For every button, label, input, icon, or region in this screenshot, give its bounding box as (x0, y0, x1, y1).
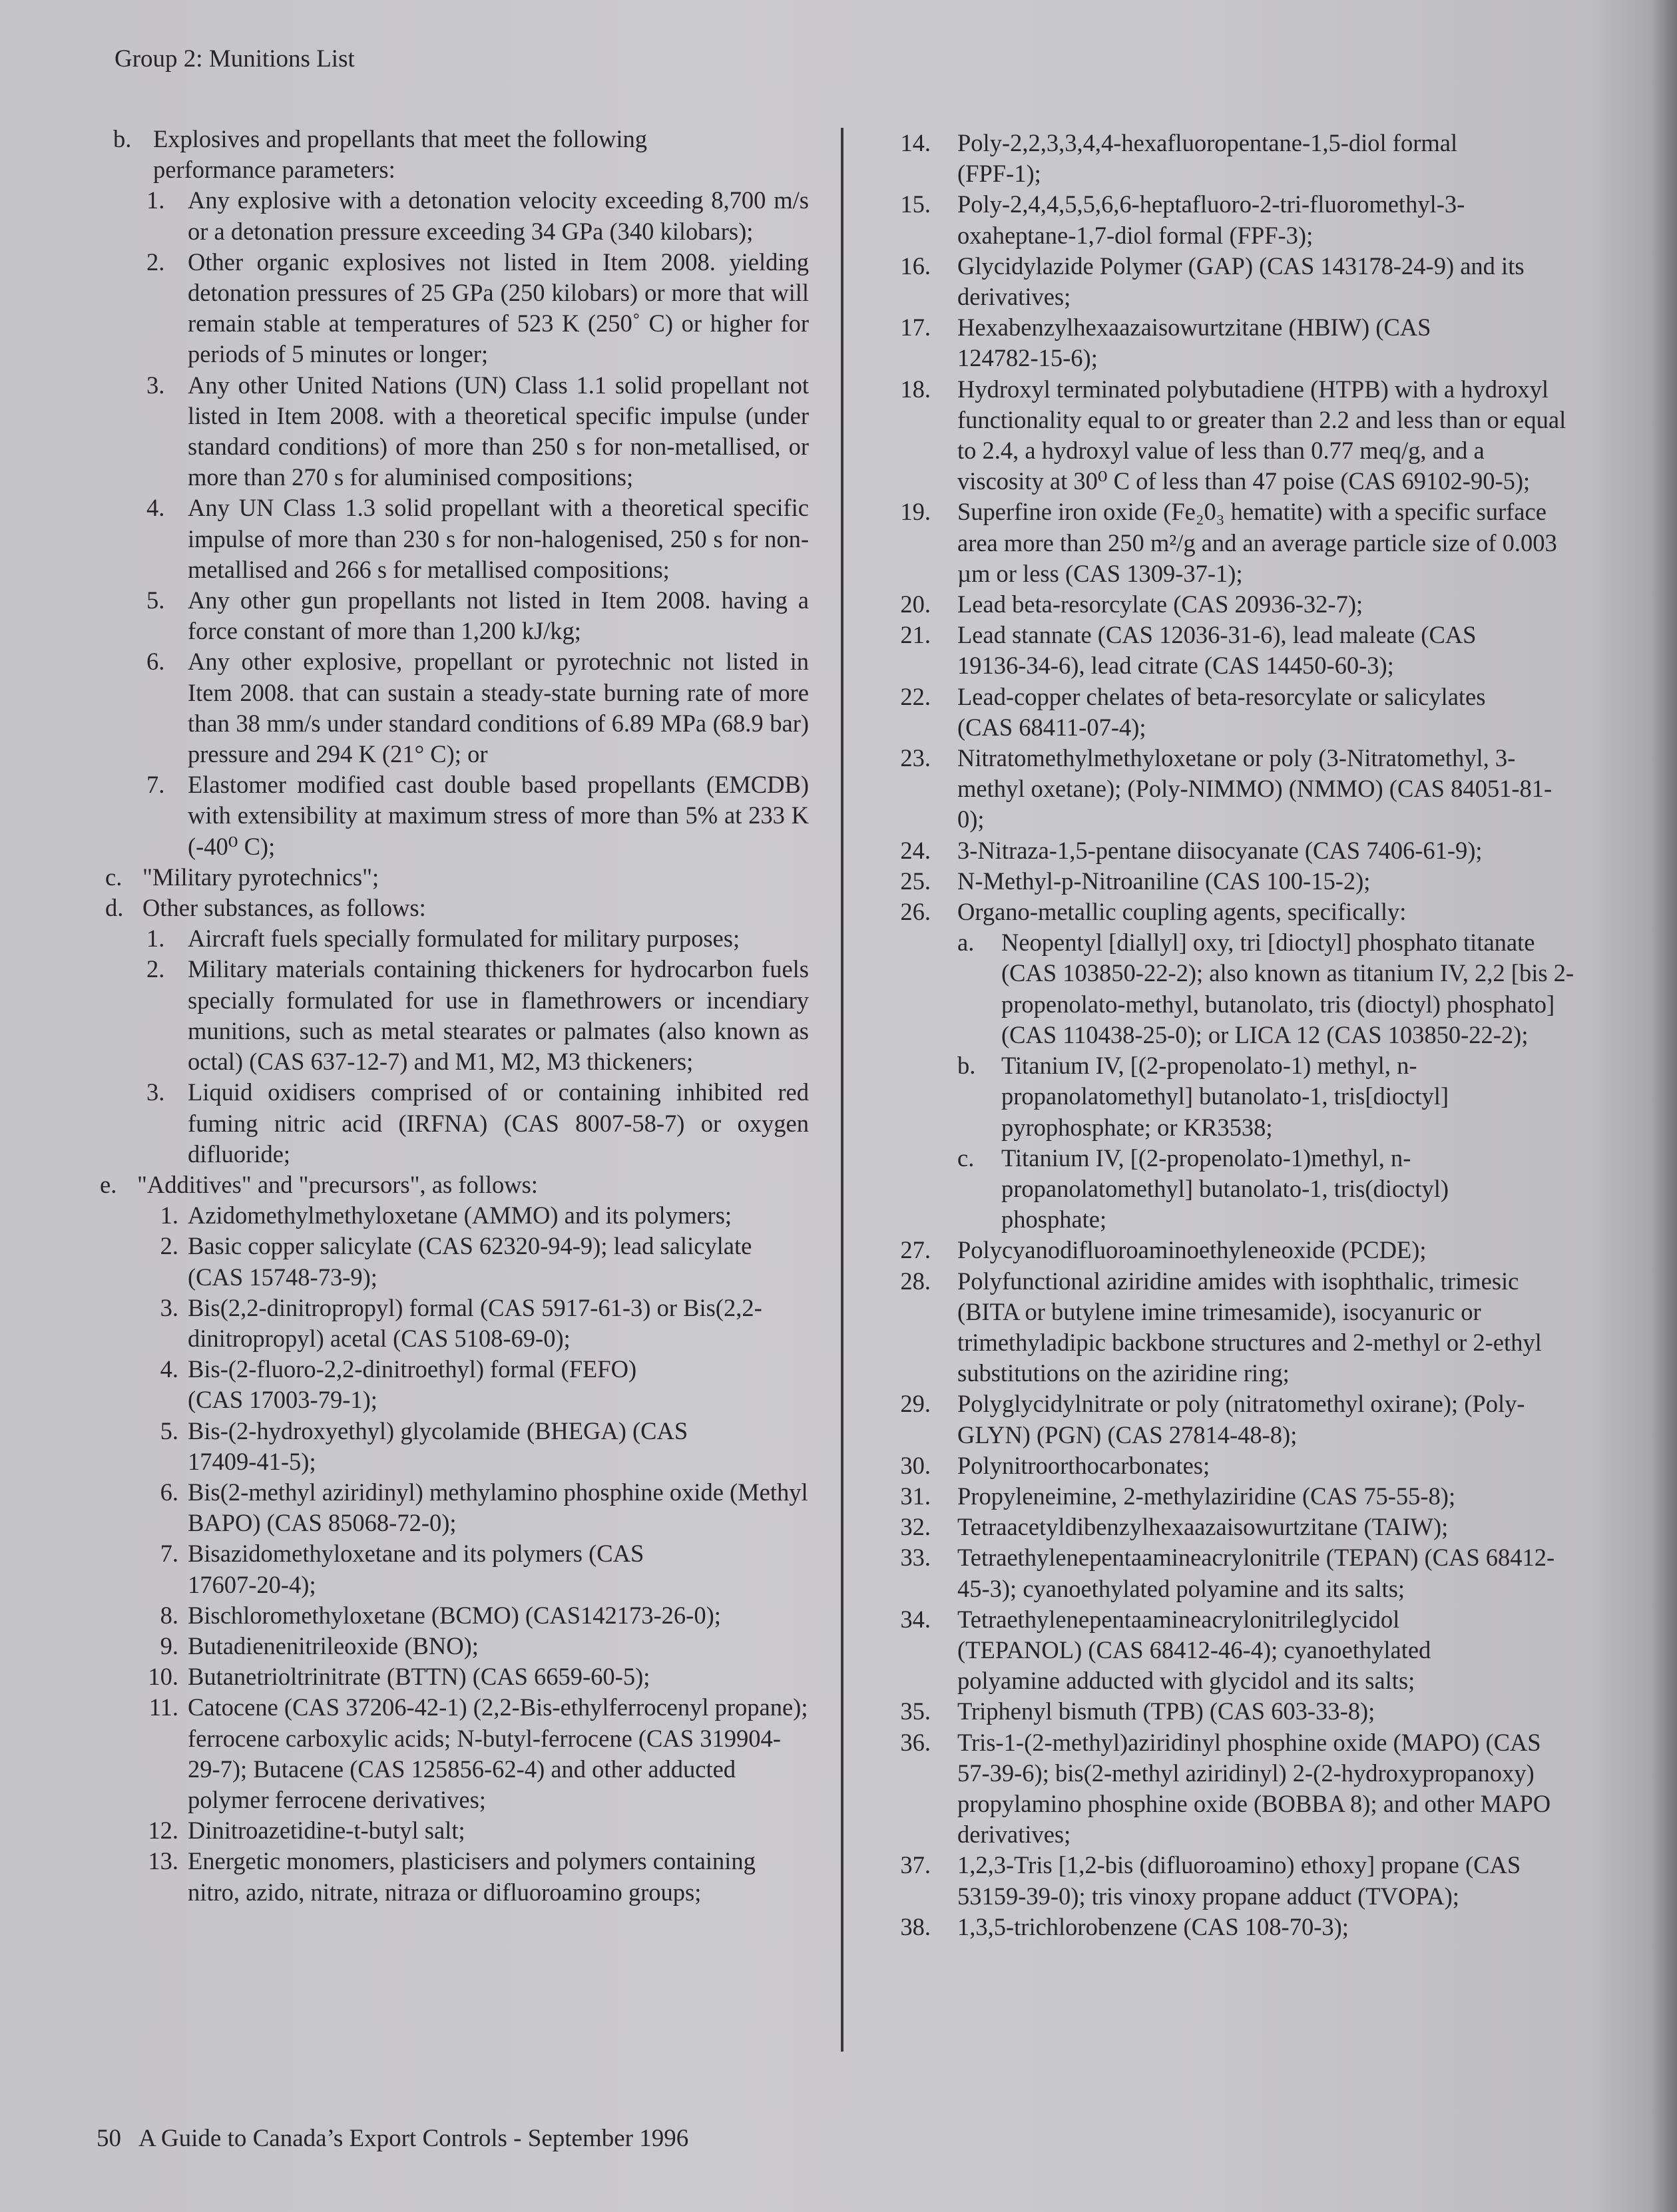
item-marker: 33. (900, 1544, 931, 1572)
item-marker: 14. (900, 129, 931, 156)
item-text: Poly-2,2,3,3,4,4-hexafluoropentane-1,5-diol formal (FPF-1); (957, 129, 1458, 188)
list-item (877, 128, 1576, 189)
page-footer (97, 2122, 688, 2155)
item-text: Butanetrioltrinitrate (BTTN) (CAS 6659-60-5); (188, 1663, 650, 1691)
list-item (113, 1661, 809, 1692)
item-marker: 24. (900, 836, 931, 864)
section-text: Explosives and propellants that meet the following performance parameters: (153, 125, 648, 184)
page-header: Group 2: Munitions List (115, 45, 355, 73)
list-item (877, 1389, 1576, 1450)
list-item (113, 1231, 809, 1292)
section-e (100, 1170, 809, 1200)
item-text: Hydroxyl terminated polybutadiene (HTPB) with a hydroxyl functionality equal to or greater than 2.2 and less than or equal to 2.4, a hydroxyl value of less than 0.77 meq/g, and a viscosity at 30⁰ C of less than 47 poise (CAS 69102-90-5); (957, 375, 1566, 495)
item-marker: 18. (900, 375, 931, 403)
list-item (877, 743, 1576, 835)
list-item (877, 251, 1576, 312)
sub-list-item (877, 1050, 1576, 1143)
section-text: "Military pyrotechnics"; (142, 863, 379, 891)
item-marker: 15. (900, 190, 931, 218)
item-text: Tetraacetyldibenzylhexaazaisowurtzitane (TAIW); (957, 1513, 1449, 1541)
item-marker: 29. (900, 1390, 931, 1418)
sub-item-text: Titanium IV, [(2-propenolato-1)methyl, n-propanolatomethyl] butanolato-1, tris(dioctyl) phosphate; (1001, 1144, 1449, 1233)
item-marker: 25. (900, 867, 931, 895)
list-item (113, 247, 809, 370)
item-marker: 2. (160, 1232, 178, 1260)
section-d (105, 893, 809, 923)
list-item (877, 1727, 1576, 1851)
item-marker: 11. (148, 1693, 178, 1721)
item-text: Tetraethylenepentaamineacrylonitrile (TEPAN) (CAS 68412-45-3); cyanoethylated polyamine and its salts; (957, 1544, 1555, 1602)
item-marker: 7. (160, 1540, 178, 1568)
item-marker: 26. (900, 898, 931, 926)
item-text: Polyfunctional aziridine amides with isophthalic, trimesic (BITA or butylene imine trimesamide), isocyanuric or trimethyladipic backbone structures and 2-methyl or 2-ethyl substitutions on the aziridine ring; (957, 1267, 1542, 1387)
list-item (877, 1266, 1576, 1389)
item-text: Bis(2,2-dinitropropyl) formal (CAS 5917-61-3) or Bis(2,2-dinitropropyl) acetal (CAS 5108-69-0); (188, 1293, 762, 1352)
item-text: Polycyanodifluoroaminoethyleneoxide (PCDE); (957, 1236, 1427, 1264)
item-text: Lead stannate (CAS 12036-31-6), lead maleate (CAS 19136-34-6), lead citrate (CAS 14450-60-3); (957, 621, 1477, 680)
item-text: Elastomer modified cast double based propellants (EMCDB) with extensibility at maximum stress of more than 5% at 233 K (-40⁰ C); (188, 771, 809, 860)
list-item (113, 646, 809, 770)
item-marker: 3. (160, 1293, 178, 1321)
list-item (877, 374, 1576, 497)
list-item (113, 1293, 809, 1354)
item-marker: 4. (160, 1355, 178, 1383)
item-marker: 3. (146, 371, 165, 399)
item-marker: 16. (900, 252, 931, 280)
section-marker: c. (105, 863, 122, 891)
item-marker: 30. (900, 1451, 931, 1479)
item-marker: 4. (146, 494, 165, 522)
item-marker: 20. (900, 590, 931, 618)
item-text: Dinitroazetidine-t-butyl salt; (188, 1817, 465, 1845)
item-marker: 1. (160, 1202, 178, 1229)
sub-list-item (877, 1143, 1576, 1235)
item-marker: 6. (160, 1478, 178, 1506)
item-marker: 37. (900, 1851, 931, 1879)
list-item (113, 1631, 809, 1661)
item-marker: 1. (146, 186, 165, 214)
item-text: Lead beta-resorcylate (CAS 20936-32-7); (957, 590, 1363, 618)
page-edge-shadow (1650, 0, 1677, 2212)
item-text: 3-Nitraza-1,5-pentane diisocyanate (CAS 7406-61-9); (957, 836, 1483, 864)
item-text: Any other United Nations (UN) Class 1.1 solid propellant not listed in Item 2008. with a theoretical specific impulse (under standard conditions) of more than 250 s for non-metallised, or more than 270 s for aluminised compositions; (188, 371, 809, 491)
sub-item-text: Neopentyl [diallyl] oxy, tri [dioctyl] phosphato titanate (CAS 103850-22-2); also known as titanium IV, 2,2 [bis 2-propenolato-methyl, butanolato, tris (dioctyl) phosphato] (CAS 110438-25-0); or LICA 12 (CAS 103850-22-2); (1001, 929, 1574, 1048)
right-column (877, 128, 1576, 1942)
item-text: Butadienenitrileoxide (BNO); (188, 1632, 479, 1659)
list-item (113, 1477, 809, 1538)
item-marker: 7. (146, 771, 165, 799)
list-item (113, 923, 809, 954)
item-marker: 31. (900, 1482, 931, 1510)
list-item (113, 1538, 809, 1600)
list-item (877, 1450, 1576, 1481)
column-divider (841, 128, 843, 2052)
item-marker: 17. (900, 314, 931, 341)
item-marker: 21. (900, 621, 931, 649)
item-text: Basic copper salicylate (CAS 62320-94-9); lead salicylate (CAS 15748-73-9); (188, 1232, 752, 1291)
sub-item-text: Titanium IV, [(2-propenolato-1) methyl, n-propanolatomethyl] butanolato-1, tris[dioctyl] pyrophosphate; or KR3538; (1001, 1052, 1449, 1141)
item-text: 1,3,5-trichlorobenzene (CAS 108-70-3); (957, 1912, 1349, 1940)
item-text: Energetic monomers, plasticisers and polymers containing nitro, azido, nitrate, nitraza or difluoroamino groups; (188, 1847, 756, 1906)
list-item (113, 770, 809, 862)
list-item (113, 1077, 809, 1170)
list-item (877, 1235, 1576, 1265)
list-item (113, 1815, 809, 1846)
section-b (113, 124, 809, 185)
item-text: Other organic explosives not listed in Item 2008. yielding detonation pressures of 25 GPa (250 kilobars) or more that will remain stable at temperatures of 523 K (250˚ C) or higher for periods of 5 minutes or longer; (188, 248, 809, 368)
item-text: Any other explosive, propellant or pyrotechnic not listed in Item 2008. that can sustain a steady-state burning rate of more than 38 mm/s under standard conditions of 6.89 MPa (68.9 bar) pressure and 294 K (21° C); or (188, 648, 809, 768)
item-text: Bis-(2-hydroxyethyl) glycolamide (BHEGA) (CAS 17409-41-5); (188, 1417, 688, 1475)
list-item (877, 1850, 1576, 1911)
item-marker: 28. (900, 1267, 931, 1295)
list-item (877, 1512, 1576, 1542)
item-text: Aircraft fuels specially formulated for military purposes; (188, 925, 740, 953)
item-marker: 6. (146, 648, 165, 676)
item-text: Tris-1-(2-methyl)aziridinyl phosphine oxide (MAPO) (CAS 57-39-6); bis(2-methyl aziridinyl) 2-(2-hydroxypropanoxy) propylamino phosphine oxide (BOBBA 8); and other MAPO derivatives; (957, 1728, 1551, 1849)
item-marker: 23. (900, 744, 931, 772)
list-item (877, 312, 1576, 373)
item-text: Hexabenzylhexaazaisowurtzitane (HBIW) (CAS 124782-15-6); (957, 314, 1431, 372)
item-text: Bis-(2-fluoro-2,2-dinitroethyl) formal (FEFO) (CAS 17003-79-1); (188, 1355, 637, 1414)
page-number: 50 (97, 2125, 121, 2152)
item-marker: 10. (148, 1663, 178, 1691)
item-marker: 5. (146, 586, 165, 614)
list-item (113, 370, 809, 493)
section-marker: e. (100, 1170, 117, 1198)
list-item (877, 497, 1576, 589)
item-marker: 32. (900, 1513, 931, 1541)
item-text: Lead-copper chelates of beta-resorcylate or salicylates (CAS 68411-07-4); (957, 682, 1486, 741)
item-text: Polyglycidylnitrate or poly (nitratomethyl oxirane); (Poly-GLYN) (PGN) (CAS 27814-48-8); (957, 1390, 1525, 1448)
list-item (113, 1692, 809, 1815)
item-text: Propyleneimine, 2-methylaziridine (CAS 75-55-8); (957, 1482, 1456, 1510)
item-marker: 19. (900, 498, 931, 526)
list-item (113, 1846, 809, 1907)
section-c (105, 862, 809, 893)
item-text: Any explosive with a detonation velocity exceeding 8,700 m/s or a detonation pressure exceeding 34 GPa (340 kilobars); (188, 186, 809, 245)
sub-item-marker: a. (957, 929, 975, 957)
item-marker: 12. (148, 1817, 178, 1845)
list-item (877, 897, 1576, 927)
item-marker: 8. (160, 1601, 178, 1629)
item-marker: 5. (160, 1417, 178, 1444)
item-text: Any other gun propellants not listed in Item 2008. having a force constant of more than 1,200 kJ/kg; (188, 586, 809, 645)
item-text: Triphenyl bismuth (TPB) (CAS 603-33-8); (957, 1697, 1375, 1725)
item-marker: 13. (148, 1847, 178, 1875)
list-item (877, 1912, 1576, 1942)
left-column (100, 124, 809, 1908)
list-item (113, 493, 809, 585)
list-item (877, 1696, 1576, 1727)
sub-item-marker: b. (957, 1052, 976, 1080)
item-marker: 34. (900, 1605, 931, 1633)
item-marker: 27. (900, 1236, 931, 1264)
list-item (877, 1481, 1576, 1512)
item-text: Bis(2-methyl aziridinyl) methylamino phosphine oxide (Methyl BAPO) (CAS 85068-72-0); (188, 1478, 808, 1537)
item-text: Superfine iron oxide (Fe₂0₃ hematite) with a specific surface area more than 250 m²/g and an average particle size of 0.003 µm or less (CAS 1309-37-1); (957, 498, 1557, 587)
section-text: Other substances, as follows: (142, 894, 426, 922)
list-item (113, 954, 809, 1077)
item-marker: 1. (146, 925, 165, 953)
item-text: Catocene (CAS 37206-42-1) (2,2-Bis-ethylferrocenyl propane); ferrocene carboxylic acids; N-butyl-ferrocene (CAS 319904-29-7); Butacene (CAS 125856-62-4) and other adducted polymer ferrocene derivatives; (188, 1693, 808, 1813)
sub-list-item (877, 927, 1576, 1050)
list-item (877, 835, 1576, 866)
list-item (877, 589, 1576, 620)
list-item (113, 1354, 809, 1415)
item-marker: 2. (146, 248, 165, 276)
list-item (877, 1542, 1576, 1604)
list-item (113, 1600, 809, 1631)
list-item (113, 1200, 809, 1231)
item-marker: 2. (146, 955, 165, 983)
item-marker: 35. (900, 1697, 931, 1725)
section-text: "Additives" and "precursors", as follows: (137, 1170, 538, 1198)
section-marker: b. (113, 125, 132, 152)
item-text: Glycidylazide Polymer (GAP) (CAS 143178-24-9) and its derivatives; (957, 252, 1525, 311)
footer-title: A Guide to Canada’s Export Controls - September 1996 (138, 2125, 689, 2152)
item-text: Nitratomethylmethyloxetane or poly (3-Nitratomethyl, 3-methyl oxetane); (Poly-NIMMO) (NMMO) (CAS 84051-81-0); (957, 744, 1553, 833)
list-item (877, 620, 1576, 681)
item-marker: 22. (900, 682, 931, 710)
item-text: Tetraethylenepentaamineacrylonitrileglycidol (TEPANOL) (CAS 68412-46-4); cyanoethylated polyamine adducted with glycidol and its salts; (957, 1605, 1431, 1695)
item-marker: 9. (160, 1632, 178, 1659)
item-text: Bisazidomethyloxetane and its polymers (CAS 17607-20-4); (188, 1540, 644, 1598)
list-item (113, 585, 809, 646)
sub-item-marker: c. (957, 1144, 975, 1172)
item-text: Polynitroorthocarbonates; (957, 1451, 1210, 1479)
item-marker: 38. (900, 1912, 931, 1940)
item-marker: 3. (146, 1078, 165, 1106)
list-item (113, 1416, 809, 1477)
item-text: Liquid oxidisers comprised of or containing inhibited red fuming nitric acid (IRFNA) (CAS 8007-58-7) or oxygen difluoride; (188, 1078, 809, 1168)
list-item (877, 1604, 1576, 1697)
section-marker: d. (105, 894, 124, 922)
item-text: N-Methyl-p-Nitroaniline (CAS 100-15-2); (957, 867, 1371, 895)
list-item (877, 866, 1576, 897)
list-item (877, 189, 1576, 250)
item-text: Bischloromethyloxetane (BCMO) (CAS142173-26-0); (188, 1601, 721, 1629)
item-text: Any UN Class 1.3 solid propellant with a theoretical specific impulse of more than 230 s for non-halogenised, 250 s for non-metallised and 266 s for metallised compositions; (188, 494, 809, 583)
item-text: Organo-metallic coupling agents, specifically: (957, 898, 1407, 926)
item-text: Azidomethylmethyloxetane (AMMO) and its polymers; (188, 1202, 732, 1229)
item-text: 1,2,3-Tris [1,2-bis (difluoroamino) ethoxy] propane (CAS 53159-39-0); tris vinoxy propane adduct (TVOPA); (957, 1851, 1521, 1910)
list-item (877, 682, 1576, 743)
item-text: Poly-2,4,4,5,5,6,6-heptafluoro-2-tri-fluoromethyl-3-oxaheptane-1,7-diol formal (FPF-3); (957, 190, 1465, 249)
item-marker: 36. (900, 1728, 931, 1756)
list-item (113, 185, 809, 246)
item-text: Military materials containing thickeners for hydrocarbon fuels specially formulated for use in flamethrowers or incendiary munitions, such as metal stearates or palmates (also known as octal) (CAS 637-12-7) and M1, M2, M3 thickeners; (188, 955, 809, 1076)
